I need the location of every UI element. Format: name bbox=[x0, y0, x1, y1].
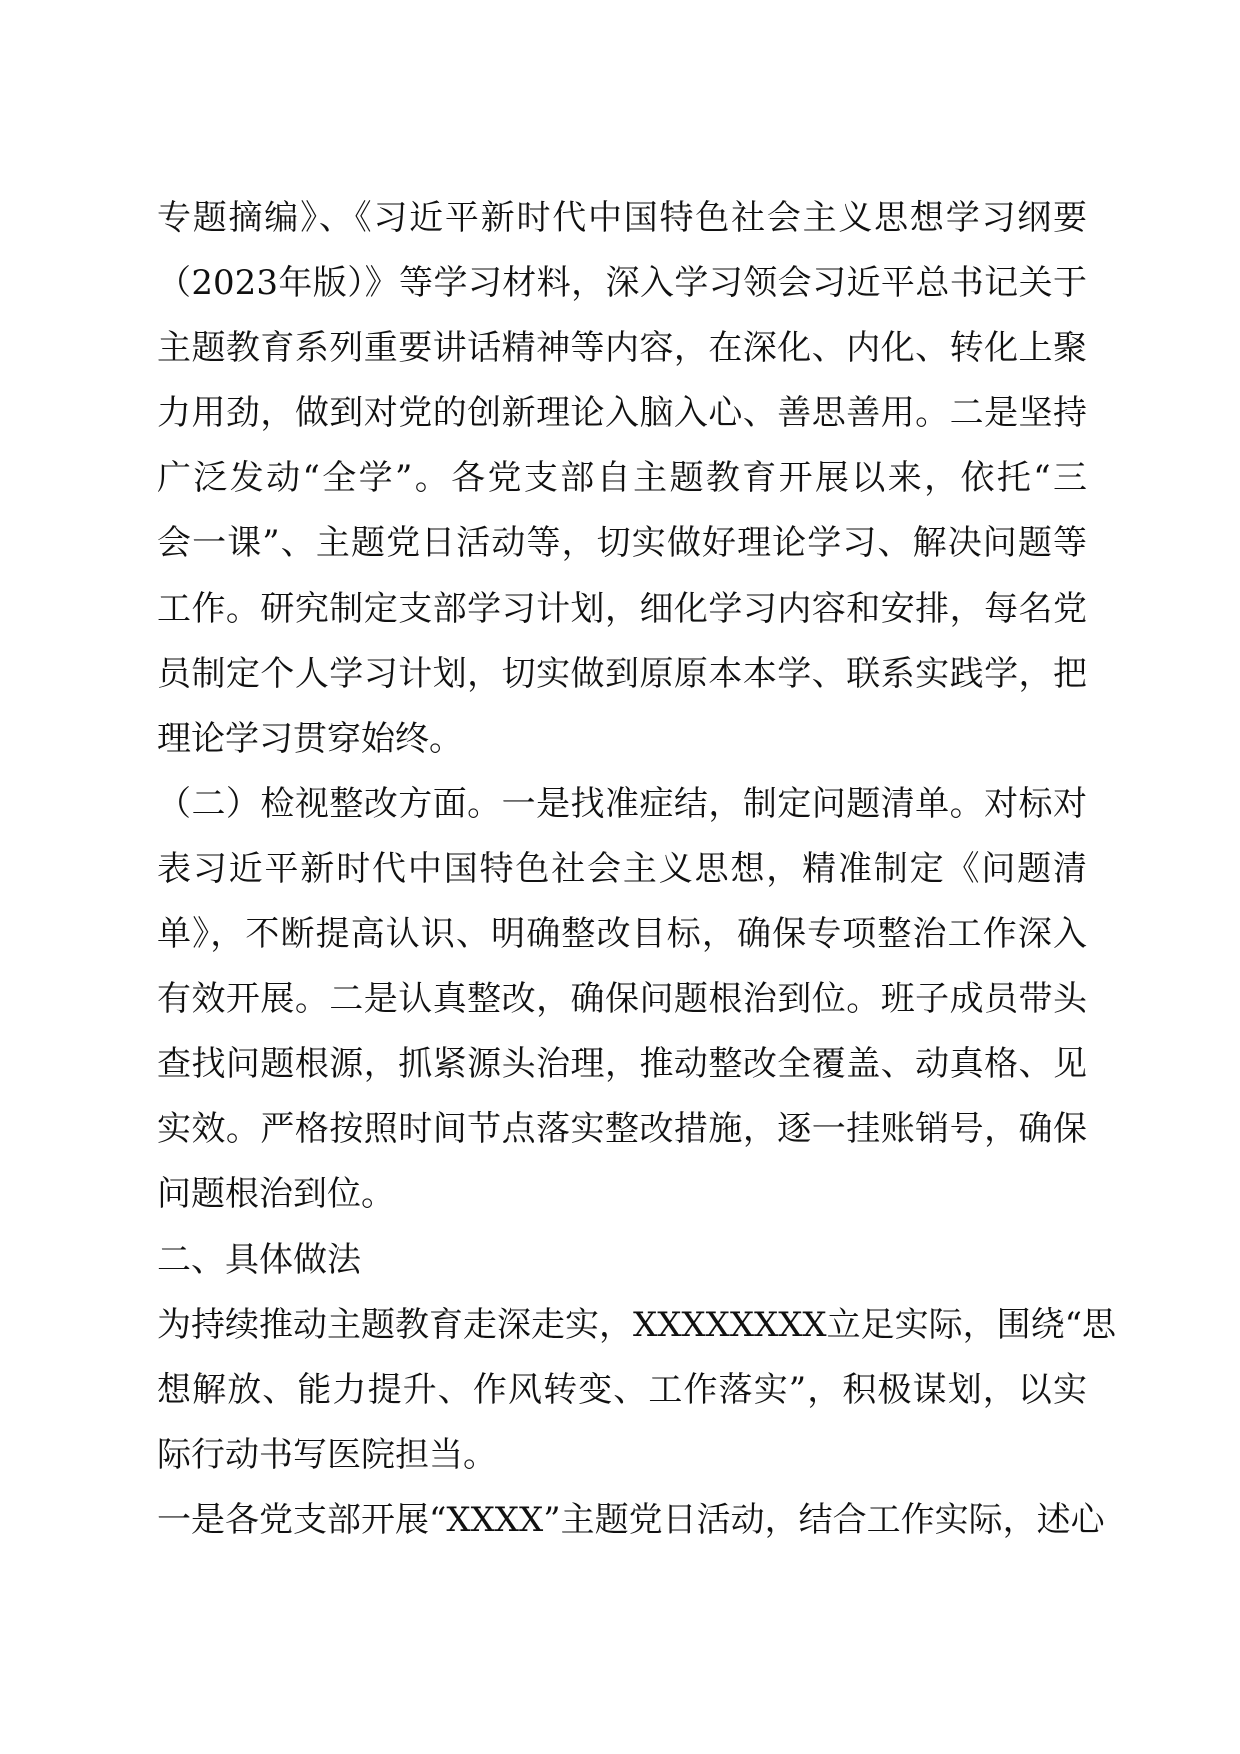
body-line-6: 会一课”、主题党日活动等，切实做好理论学习、解决问题等 bbox=[157, 523, 1087, 564]
body-line-16: 问题根治到位。 bbox=[157, 1174, 395, 1215]
body-line-3: 主题教育系列重要讲话精神等内容，在深化、内化、转化上聚 bbox=[157, 328, 1087, 369]
body-line-7: 工作。研究制定支部学习计划，细化学习内容和安排，每名党 bbox=[157, 588, 1087, 629]
body-line-4: 力用劲，做到对党的创新理论入脑入心、善思善用。二是坚持 bbox=[157, 393, 1087, 434]
body-line-10: （二）检视整改方面。一是找准症结，制定问题清单。对标对 bbox=[157, 783, 1087, 824]
body-line-2: （2023年版）》等学习材料，深入学习领会习近平总书记关于 bbox=[157, 263, 1087, 304]
body-line-13: 有效开展。二是认真整改，确保问题根治到位。班子成员带头 bbox=[157, 979, 1087, 1020]
section-heading: 二、具体做法 bbox=[157, 1239, 361, 1280]
body-line-21: 一是各党支部开展“XXXX”主题党日活动，结合工作实际，述心 bbox=[157, 1499, 1105, 1540]
body-line-15: 实效。严格按照时间节点落实整改措施，逐一挂账销号，确保 bbox=[157, 1109, 1087, 1150]
body-line-14: 查找问题根源，抓紧源头治理，推动整改全覆盖、动真格、见 bbox=[157, 1044, 1087, 1085]
body-line-11: 表习近平新时代中国特色社会主义思想，精准制定《问题清 bbox=[157, 848, 1087, 889]
body-line-5: 广泛发动“全学”。各党支部自主题教育开展以来，依托“三 bbox=[157, 458, 1087, 499]
body-line-12: 单》，不断提高认识、明确整改目标，确保专项整治工作深入 bbox=[157, 914, 1087, 955]
body-line-8: 员制定个人学习计划，切实做到原原本本学、联系实践学，把 bbox=[157, 653, 1087, 694]
body-line-9: 理论学习贯穿始终。 bbox=[157, 718, 463, 759]
body-line-1: 专题摘编》、《习近平新时代中国特色社会主义思想学习纲要 bbox=[157, 198, 1087, 238]
document-body bbox=[157, 186, 1117, 1553]
body-line-18: 为持续推动主题教育走深走实，XXXXXXXX立足实际，围绕“思 bbox=[157, 1304, 1117, 1345]
body-line-19: 想解放、能力提升、作风转变、工作落实”，积极谋划，以实 bbox=[157, 1369, 1087, 1410]
body-line-20: 际行动书写医院担当。 bbox=[157, 1434, 497, 1475]
